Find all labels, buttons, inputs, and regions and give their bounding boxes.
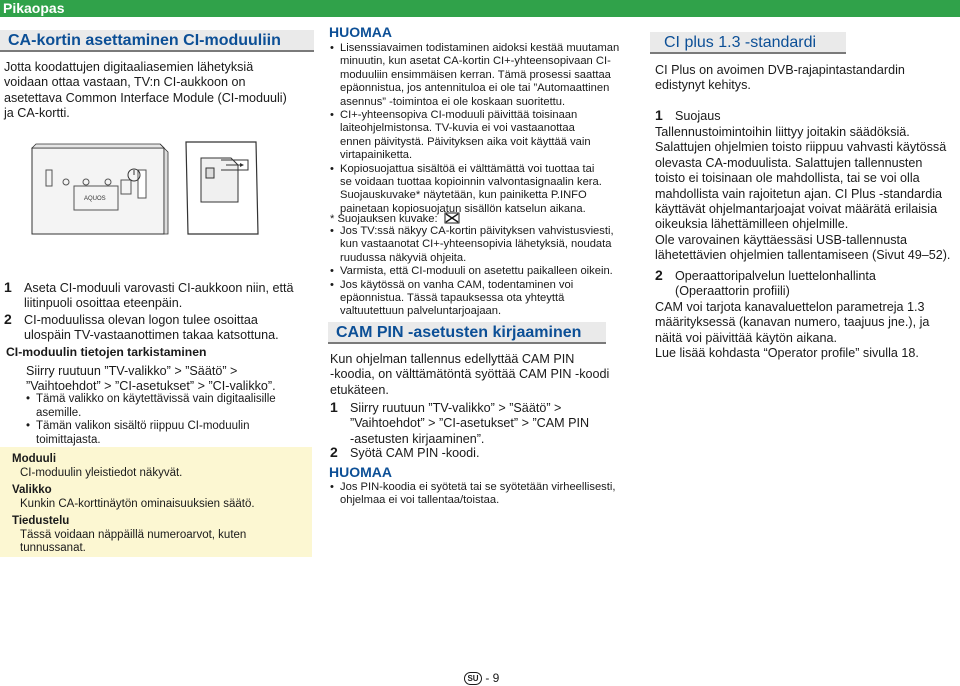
step-line: liitinpuoli osoittaa eteenpäin.	[24, 296, 183, 311]
intro-line: Jotta koodattujen digitaaliasemien lähetyksiä	[4, 60, 254, 74]
item-line: mahdollista vain rajoitetun ajan. CI Plus -standardia	[655, 186, 943, 201]
cam-intro	[330, 352, 630, 398]
note-line: Jos käytössä on vanha CAM, todentaminen voi	[340, 278, 574, 291]
menu-info-box	[0, 447, 312, 557]
box-text: Kunkin CA-korttinäytön ominaisuuksien säätö.	[20, 497, 255, 510]
intro-line: voidaan ottaa vastaan, TV:n CI-aukkoon on	[4, 75, 246, 90]
check-line: Siirry ruutuun ”TV-valikko” > ”Säätö” >	[26, 364, 238, 378]
list-item	[340, 481, 640, 508]
note-line: Varmista, että CI-moduuli on asetettu paikalleen oikein.	[340, 265, 613, 278]
note-line: laiteohjelmistonsa. TV-kuvia ei voi vastaanottaa	[340, 122, 575, 135]
item-line: Tallennustoimintoihin liittyy joitakin säädöksiä.	[655, 125, 910, 139]
check-bullets	[36, 393, 316, 447]
ci-item-2	[655, 269, 955, 300]
bullet-line: Tämä valikko on käytettävissä vain digitaalisille	[36, 393, 276, 405]
header-title: Pikaopas	[3, 0, 65, 16]
star-note-text: * Suojauksen kuvake:	[330, 213, 438, 225]
step-line: Aseta CI-moduuli varovasti CI-aukkoon niin, että	[24, 281, 294, 295]
item-line: näitä voi päivittää käytön aikana.	[655, 330, 838, 345]
list-item	[340, 109, 640, 163]
list-item	[36, 420, 316, 447]
note-line: ennen päivitystä. Päivityksen aika voit käyttää vain	[340, 135, 591, 148]
check-line: ”Vaihtoehdot” > ”CI-asetukset” > ”CI-valikko”.	[26, 379, 276, 394]
cam-intro-line: etukäteen.	[330, 382, 389, 397]
item-line: lähetettävien ohjelmien tallentamiseen (Sivut 49–52).	[655, 248, 951, 263]
step-line: Siirry ruutuun ”TV-valikko” > ”Säätö” >	[350, 401, 562, 415]
list-item	[340, 225, 640, 265]
cam-intro-line: -koodia, on välttämätöntä syöttää CAM PIN -koodi	[330, 367, 610, 382]
step-number: 2	[330, 444, 338, 460]
step-line: -asetusten kirjaaminen”.	[350, 431, 485, 446]
intro-line: ja CA-kortti.	[4, 106, 70, 121]
item-line: Salattujen ohjelmien toisto riippuu vahvasti käytössä	[655, 140, 947, 155]
cam-step-2	[330, 446, 630, 461]
bullet-line: Tämän valikon sisältö riippuu CI-moduulin	[36, 420, 250, 432]
step-line: ”Vaihtoehdot” > ”CI-asetukset” > ”CAM PIN	[350, 416, 590, 431]
ci-intro-line: edistynyt kehitys.	[655, 78, 751, 93]
note-line: virtapainiketta.	[340, 149, 413, 162]
ci-item-1-text	[655, 125, 960, 264]
item-title: (Operaattorin profiili)	[675, 284, 790, 299]
item-number: 2	[655, 267, 663, 283]
note-line: Jos PIN-koodia ei syötetä tai se syötetään virheellisesti,	[340, 481, 616, 493]
step-number: 2	[4, 311, 12, 327]
box-text: tunnussanat.	[20, 542, 86, 554]
item-line: Ole varovainen käyttäessäsi USB-tallennusta	[655, 232, 908, 247]
bullet-line: asemille.	[36, 406, 82, 419]
ci-item-2-text	[655, 300, 960, 362]
header-bar	[0, 0, 960, 17]
cam-title: CAM PIN -asetusten kirjaaminen	[336, 324, 582, 341]
check-text	[26, 364, 316, 395]
note2-list	[340, 481, 640, 508]
box-label: Tiedustelu	[12, 515, 70, 527]
step-line: Syötä CAM PIN -koodi.	[350, 446, 480, 460]
tv-back-illustration	[26, 130, 288, 248]
note-line: Kopiosuojattua sisältöä ei välttämättä voi tuottaa tai	[340, 162, 595, 175]
item-line: määrityksessä (kanavan numero, taajuus jne.), ja	[655, 315, 930, 330]
bullet-line: toimittajasta.	[36, 433, 101, 446]
note-title: HUOMAA	[329, 24, 392, 40]
page-footer	[464, 671, 499, 685]
section-title-bar	[0, 30, 314, 52]
step-number: 1	[330, 399, 338, 415]
item-line: CAM voi tarjota kanavaluettelon parametreja 1.3	[655, 300, 925, 314]
note-list	[340, 42, 640, 216]
item-line: käyttävät ohjelmantarjoajat voivat määrätä erilaisia	[655, 202, 938, 217]
cam-title-bar	[328, 322, 606, 344]
ci-plus-title: CI plus 1.3 -standardi	[664, 34, 817, 51]
step-line: CI-moduulissa olevan logon tulee osoittaa	[24, 313, 258, 327]
step-2	[4, 313, 314, 344]
list-item	[340, 265, 640, 278]
language-badge: SU	[464, 672, 482, 685]
cam-intro-line: Kun ohjelman tallennus edellyttää CAM PIN	[330, 352, 575, 366]
note-line: Suojauskuvake* näytetään, kun painiketta P.INFO	[340, 189, 587, 202]
list-item	[340, 279, 640, 319]
protection-icon	[444, 212, 460, 224]
item-number: 1	[655, 107, 663, 123]
note-line: epäonnistua, jos antennituloa ei ole tai ”Automaattinen	[340, 82, 610, 95]
note-line: Jos TV:ssä näkyy CA-kortin päivityksen vahvistusviesti,	[340, 225, 614, 237]
note-line: CI+-yhteensopiva CI-moduuli päivittää toisinaan	[340, 109, 578, 122]
step-line: ulospäin TV-vastaanottimen takaa katsottuna.	[24, 328, 279, 343]
note-line: Lisenssiavaimen todistaminen aidoksi kestää muutaman	[340, 42, 620, 54]
item-line: toisto ei toisinaan ole mahdollista, tai se voi olla	[655, 171, 920, 186]
note-line: valtuutettuun palveluntarjoajaan.	[340, 305, 502, 318]
note-list-2	[340, 225, 640, 319]
item-line: olevasta CA-moduulista. Salattujen tallennusten	[655, 155, 923, 170]
intro-text	[4, 60, 314, 122]
list-item	[340, 42, 640, 109]
step-number: 1	[4, 279, 12, 295]
list-item	[340, 163, 640, 217]
box-text: CI-moduulin yleistiedot näkyvät.	[20, 466, 183, 479]
item-line: oikeuksia lähettämilleen ohjelmille.	[655, 217, 849, 232]
note-line: moduuliin ensimmäisen kerran. Tämä prosessi saattaa	[340, 68, 611, 81]
box-label: Valikko	[12, 484, 52, 496]
note2-title: HUOMAA	[329, 464, 392, 480]
step-1	[4, 281, 314, 312]
item-line: Lue lisää kohdasta “Operator profile” sivulla 18.	[655, 346, 919, 361]
note-line: minuutin, kun asetat CA-kortin CI+-yhteensopivaan CI-	[340, 55, 611, 68]
note-line: epäonnistua. Tässä tapauksessa ota yhteyttä	[340, 292, 565, 305]
box-text: Tässä voidaan näppäillä numeroarvot, kuten	[20, 528, 247, 541]
ci-plus-intro	[655, 63, 955, 94]
tv-brand: AQUOS	[84, 196, 106, 202]
cam-step-1	[330, 401, 630, 447]
intro-line: asetettava Common Interface Module (CI-moduuli)	[4, 90, 287, 105]
section-title: CA-kortin asettaminen CI-moduuliin	[8, 32, 281, 49]
box-label: Moduuli	[12, 453, 57, 465]
ci-plus-title-bar	[650, 32, 846, 54]
note-line: se voidaan tuottaa kopioinnin valvontasignaalin kera.	[340, 176, 602, 189]
list-item	[36, 393, 316, 420]
note-line: asennus” -toimintoa ei ole koskaan suoritettu.	[340, 95, 566, 108]
note-line: ruudussa näkyviä ohjeita.	[340, 251, 467, 264]
check-heading: CI-moduulin tietojen tarkistaminen	[6, 345, 207, 359]
page-number: - 9	[485, 671, 500, 685]
ci-intro-line: CI Plus on avoimen DVB-rajapintastandardin	[655, 63, 905, 77]
note-line: kun vastaanotat CI+-yhteensopivia lähetyksiä, noudata	[340, 238, 612, 251]
item-title: Suojaus	[675, 109, 721, 123]
item-title: Operaattoripalvelun luettelonhallinta	[675, 269, 876, 283]
ci-item-1	[655, 109, 955, 124]
note-line: painetaan kopiosuojatun sisällön katselun aikana.	[340, 202, 586, 215]
note-line: ohjelmaa ei voi tallentaa/toistaa.	[340, 494, 500, 507]
